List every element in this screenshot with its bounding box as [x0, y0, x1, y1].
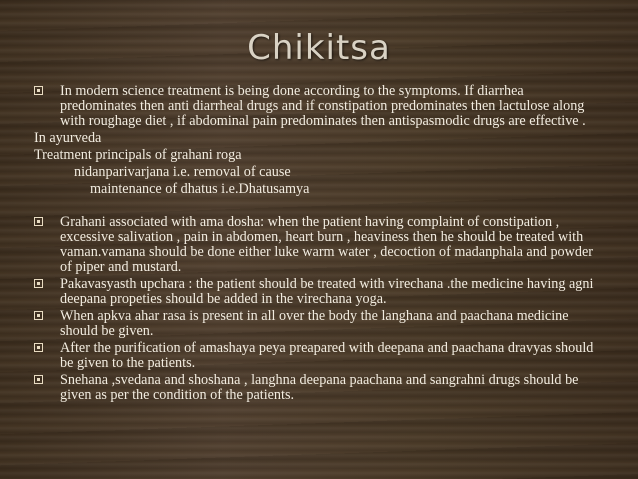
square-bullet-icon	[34, 86, 43, 95]
body-line: Treatment principals of grahani roga	[34, 147, 242, 163]
bullet-text: In modern science treatment is being done according to the symptoms. If diarrhea predominates then anti diarrheal drugs and if constipation predominates then lactulose along with roughage diet , if abdominal pain predominates then antispasmodic drugs are effective .	[60, 83, 586, 129]
body-line: nidanparivarjana i.e. removal of cause	[74, 164, 291, 180]
bullet-text: When apkva ahar rasa is present in all over the body the langhana and paachana medicine should be given.	[60, 308, 569, 339]
bullet-item	[0, 309, 638, 339]
slide-body	[0, 84, 638, 403]
square-bullet-icon	[34, 343, 43, 352]
bullet-item	[0, 373, 638, 403]
body-line: maintenance of dhatus i.e.Dhatusamya	[90, 181, 310, 197]
bullet-item	[0, 277, 638, 307]
bullet-text: Snehana ,svedana and shoshana , langhna deepana paachana and sangrahni drugs should be given as per the condition of the patients.	[60, 372, 579, 403]
square-bullet-icon	[34, 375, 43, 384]
square-bullet-icon	[34, 279, 43, 288]
body-line: In ayurveda	[34, 130, 102, 146]
slide-title: Chikitsa	[247, 28, 391, 68]
square-bullet-icon	[34, 217, 43, 226]
bullet-text: Grahani associated with ama dosha: when the patient having complaint of constipation , excessive salivation , pain in abdomen, heart burn , heaviness then he should be treated with vaman.vamana should be done either luke warm water , decoction of madanphala and powder of piper and mustard.	[60, 214, 594, 275]
square-bullet-icon	[34, 311, 43, 320]
bullet-item	[0, 341, 638, 371]
bullet-text: After the purification of amashaya peya preapared with deepana and paachana dravyas should be given to the patients.	[60, 340, 594, 371]
bullet-item	[0, 84, 638, 129]
bullet-text: Pakavasyasth upchara : the patient should be treated with virechana .the medicine having agni deepana propeties should be added in the virechana yoga.	[60, 276, 594, 307]
bullet-item	[0, 215, 638, 275]
